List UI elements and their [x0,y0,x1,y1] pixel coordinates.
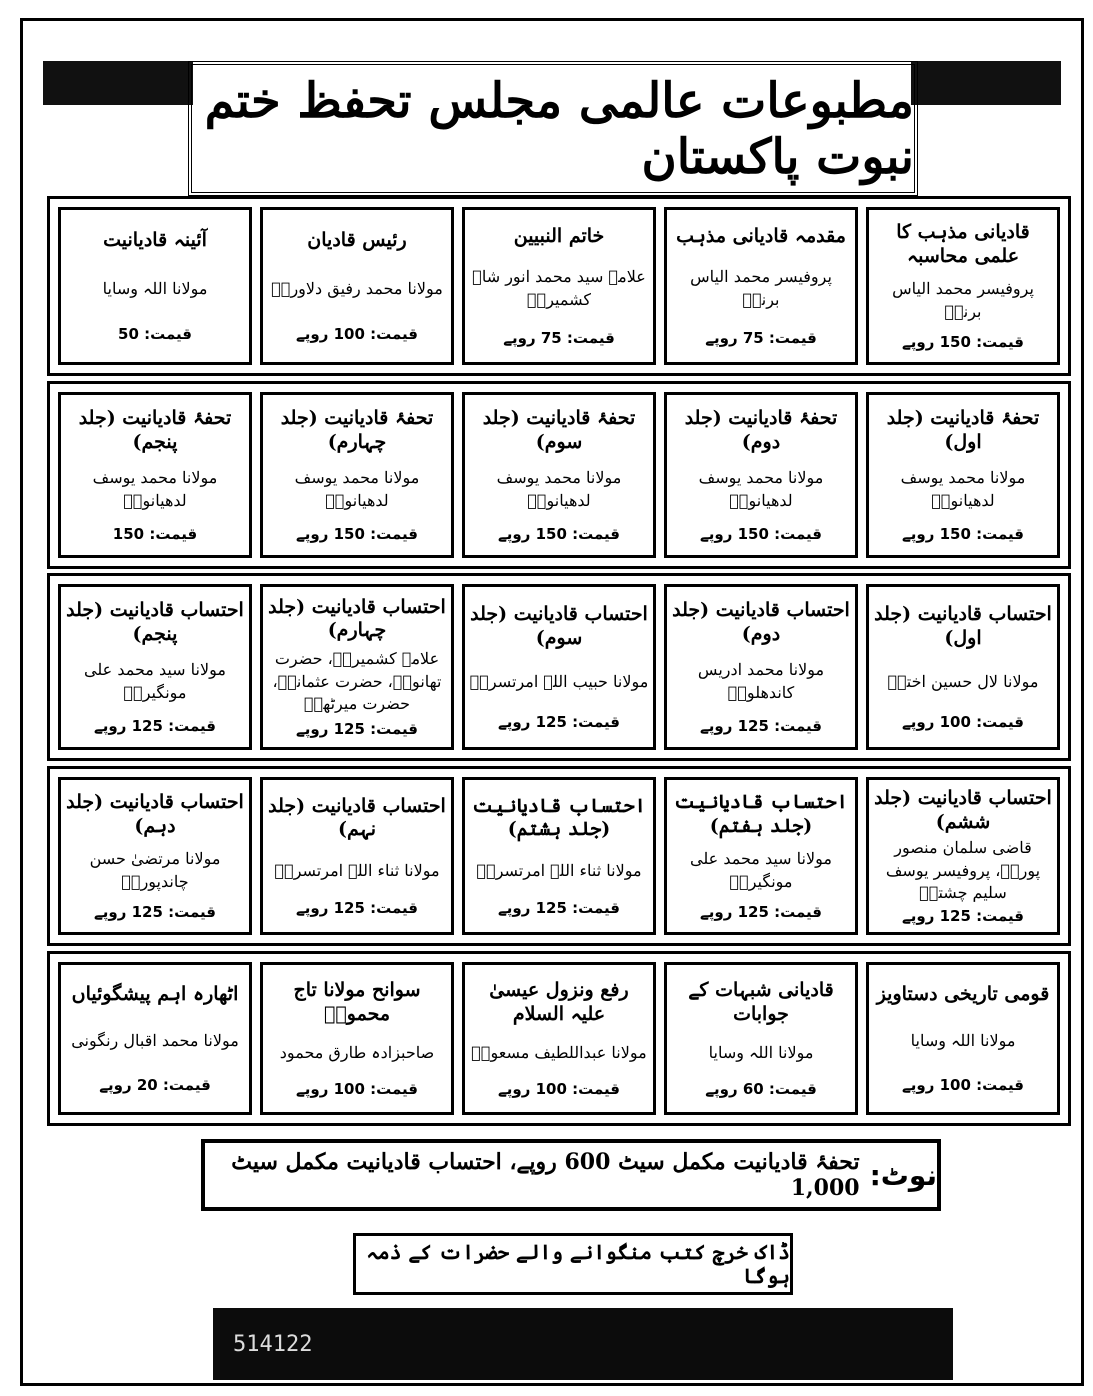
book-card [664,962,858,1115]
page-title: مطبوعات عالمی مجلس تحفظ ختم نبوت پاکستان [204,72,914,185]
book-author: مولانا محمد رفیق دلاوریؒ [271,278,443,298]
book-author: پروفیسر محمد الیاس برنیؒ [690,267,832,309]
postage-notice: ڈاک خرچ کتب منگوانے والے حضرات کے ذمہ ہوگا [353,1233,793,1295]
book-price: قیمت: 125 روپے [901,906,1025,925]
book-card [462,962,656,1115]
book-price: قیمت: 150 روپے [901,333,1025,352]
book-title: مقدمہ قادیانی مذہب [676,224,846,247]
book-title: آئینہ قادیانیت [103,228,207,251]
book-title: تحفۂ قادیانیت (جلد اول) [886,407,1040,454]
book-title: تحفۂ قادیانیت (جلد چہارم) [280,407,434,454]
book-author: مولانا محمد یوسف لدھیانویؒ [496,468,622,510]
book-card [462,584,656,750]
note-label: نوٹ: [869,1158,937,1192]
book-author: مولانا اللہ وسایا [102,278,208,298]
book-title: رفع ونزول عیسیٰ علیہ السلام [489,978,629,1025]
book-card [260,584,454,750]
book-author: مولانا محمد یوسف لدھیانویؒ [698,468,824,510]
book-author: مولانا محمد یوسف لدھیانویؒ [900,468,1026,510]
book-price: قیمت: 150 روپے [901,524,1025,543]
book-card [664,392,858,558]
book-author: مولانا اللہ وسایا [708,1043,814,1063]
book-card [866,207,1060,365]
book-price: قیمت: 125 روپے [699,716,823,735]
phone-number: 514122 [233,1331,313,1357]
corner-label-right [911,61,1061,105]
book-title: اٹھارہ اہم پیشگوئیاں [71,982,239,1005]
book-card [58,392,252,558]
advertisement-page [20,18,1084,1386]
book-card [260,962,454,1115]
book-title: احتساب قادیانیت (جلد ہفتم) [674,790,848,837]
book-card [664,777,858,935]
book-author: مولانا محمد یوسف لدھیانویؒ [294,468,420,510]
book-price: قیمت: 20 روپے [99,1076,211,1095]
book-title: احتساب قادیانیت (جلد سوم) [470,603,648,649]
book-title: احتساب قادیانیت (جلد ششم) [874,787,1052,833]
book-author: مولانا محمد اقبال رنگونی [71,1031,239,1051]
book-card [260,207,454,365]
book-author: صاحبزادہ طارق محمود [279,1043,435,1063]
book-author: پروفیسر محمد الیاس برنیؒ [892,279,1034,321]
book-card [260,392,454,558]
book-card [664,207,858,365]
book-price: قیمت: 125 روپے [295,899,419,918]
book-price: قیمت: 125 روپے [93,716,217,735]
book-author: علامہ سید محمد انور شاہ کشمیریؒ [472,267,646,309]
book-price: قیمت: 60 روپے [705,1080,817,1099]
book-card [664,584,858,750]
book-title: احتساب قادیانیت (جلد ہشتم) [472,794,646,841]
corner-label-left [43,61,193,105]
note-text: تحفۂ قادیانیت مکمل سیٹ 600 روپے، احتساب قادیانیت مکمل سیٹ 1,000 [231,1149,860,1201]
book-author: مولانا ثناء اللہ امرتسریؒ [476,860,642,880]
book-card [866,584,1060,750]
book-card [866,777,1060,935]
book-price: قیمت: 150 روپے [497,524,621,543]
book-price: قیمت: 100 روپے [295,325,419,344]
book-title: تحفۂ قادیانیت (جلد سوم) [482,407,636,454]
book-price: قیمت: 125 روپے [93,903,217,922]
book-author: قاضی سلمان منصور پوریؒ، پروفیسر یوسف سلیم چشتیؒ [885,838,1041,902]
book-title: احتساب قادیانیت (جلد چہارم) [268,595,446,642]
book-row [47,573,1071,761]
book-card [462,777,656,935]
book-price: قیمت: 100 روپے [497,1080,621,1099]
book-title: احتساب قادیانیت (جلد پنجم) [66,599,244,646]
book-card [866,392,1060,558]
book-title: قادیانی شبہات کے جوابات [688,978,834,1025]
book-title: خاتم النبیین [513,224,605,247]
book-author: علامہ کشمیریؒ، حضرت تھانویؒ، حضرت عثمانیؒ، حضرت میرٹھیؒ [272,649,442,713]
book-price: قیمت: 100 روپے [901,1076,1025,1095]
book-author: مولانا مرتضیٰ حسن چاندپوریؒ [89,849,221,891]
book-price: قیمت: 150 [112,524,198,543]
book-author: مولانا ثناء اللہ امرتسریؒ [274,860,440,880]
book-card [58,777,252,935]
book-price: قیمت: 150 روپے [295,524,419,543]
book-card [58,207,252,365]
book-price: قیمت: 150 روپے [699,524,823,543]
book-author: مولانا لال حسین اخترؒ [887,671,1039,691]
book-price: قیمت: 125 روپے [699,903,823,922]
footer-contact-bar [213,1308,953,1380]
book-card [462,392,656,558]
book-title: سوانح مولانا تاج محمودؒ [293,978,421,1025]
book-title: تحفۂ قادیانیت (جلد پنجم) [78,407,232,454]
book-price: قیمت: 125 روپے [497,899,621,918]
book-price: قیمت: 75 روپے [705,329,817,348]
book-price: قیمت: 100 روپے [901,712,1025,731]
book-author: مولانا محمد یوسف لدھیانویؒ [92,468,218,510]
book-title: احتساب قادیانیت (جلد اول) [874,603,1052,649]
book-price: قیمت: 75 روپے [503,329,615,348]
book-price: قیمت: 125 روپے [295,720,419,739]
book-author: مولانا سید محمد علی مونگیریؒ [84,660,226,702]
book-card [260,777,454,935]
book-author: مولانا عبداللطیف مسعودؒ [471,1043,647,1063]
book-card [866,962,1060,1115]
book-title: قومی تاریخی دستاویز [876,982,1050,1005]
book-title: تحفۂ قادیانیت (جلد دوم) [684,407,838,454]
book-row [47,381,1071,569]
book-card [58,584,252,750]
book-title: قادیانی مذہب کا علمی محاسبہ [896,220,1030,267]
book-title: احتساب قادیانیت (جلد نہم) [268,794,446,841]
book-author: مولانا اللہ وسایا [910,1031,1016,1051]
book-card [58,962,252,1115]
book-row [47,766,1071,946]
book-title: رئیس قادیان [307,228,407,251]
book-author: مولانا محمد ادریس کاندھلویؒ [697,660,825,702]
book-price: قیمت: 125 روپے [497,712,621,731]
book-price: قیمت: 50 [118,325,192,344]
book-card [462,207,656,365]
book-author: مولانا حبیب اللہ امرتسریؒ [469,671,649,691]
book-price: قیمت: 100 روپے [295,1080,419,1099]
book-title: احتساب قادیانیت (جلد دوم) [672,599,850,646]
book-author: مولانا سید محمد علی مونگیریؒ [690,849,832,891]
book-row [47,196,1071,376]
page-title-box [188,61,918,196]
book-row [47,951,1071,1126]
book-title: احتساب قادیانیت (جلد دہم) [66,790,244,837]
note-box [201,1139,941,1211]
